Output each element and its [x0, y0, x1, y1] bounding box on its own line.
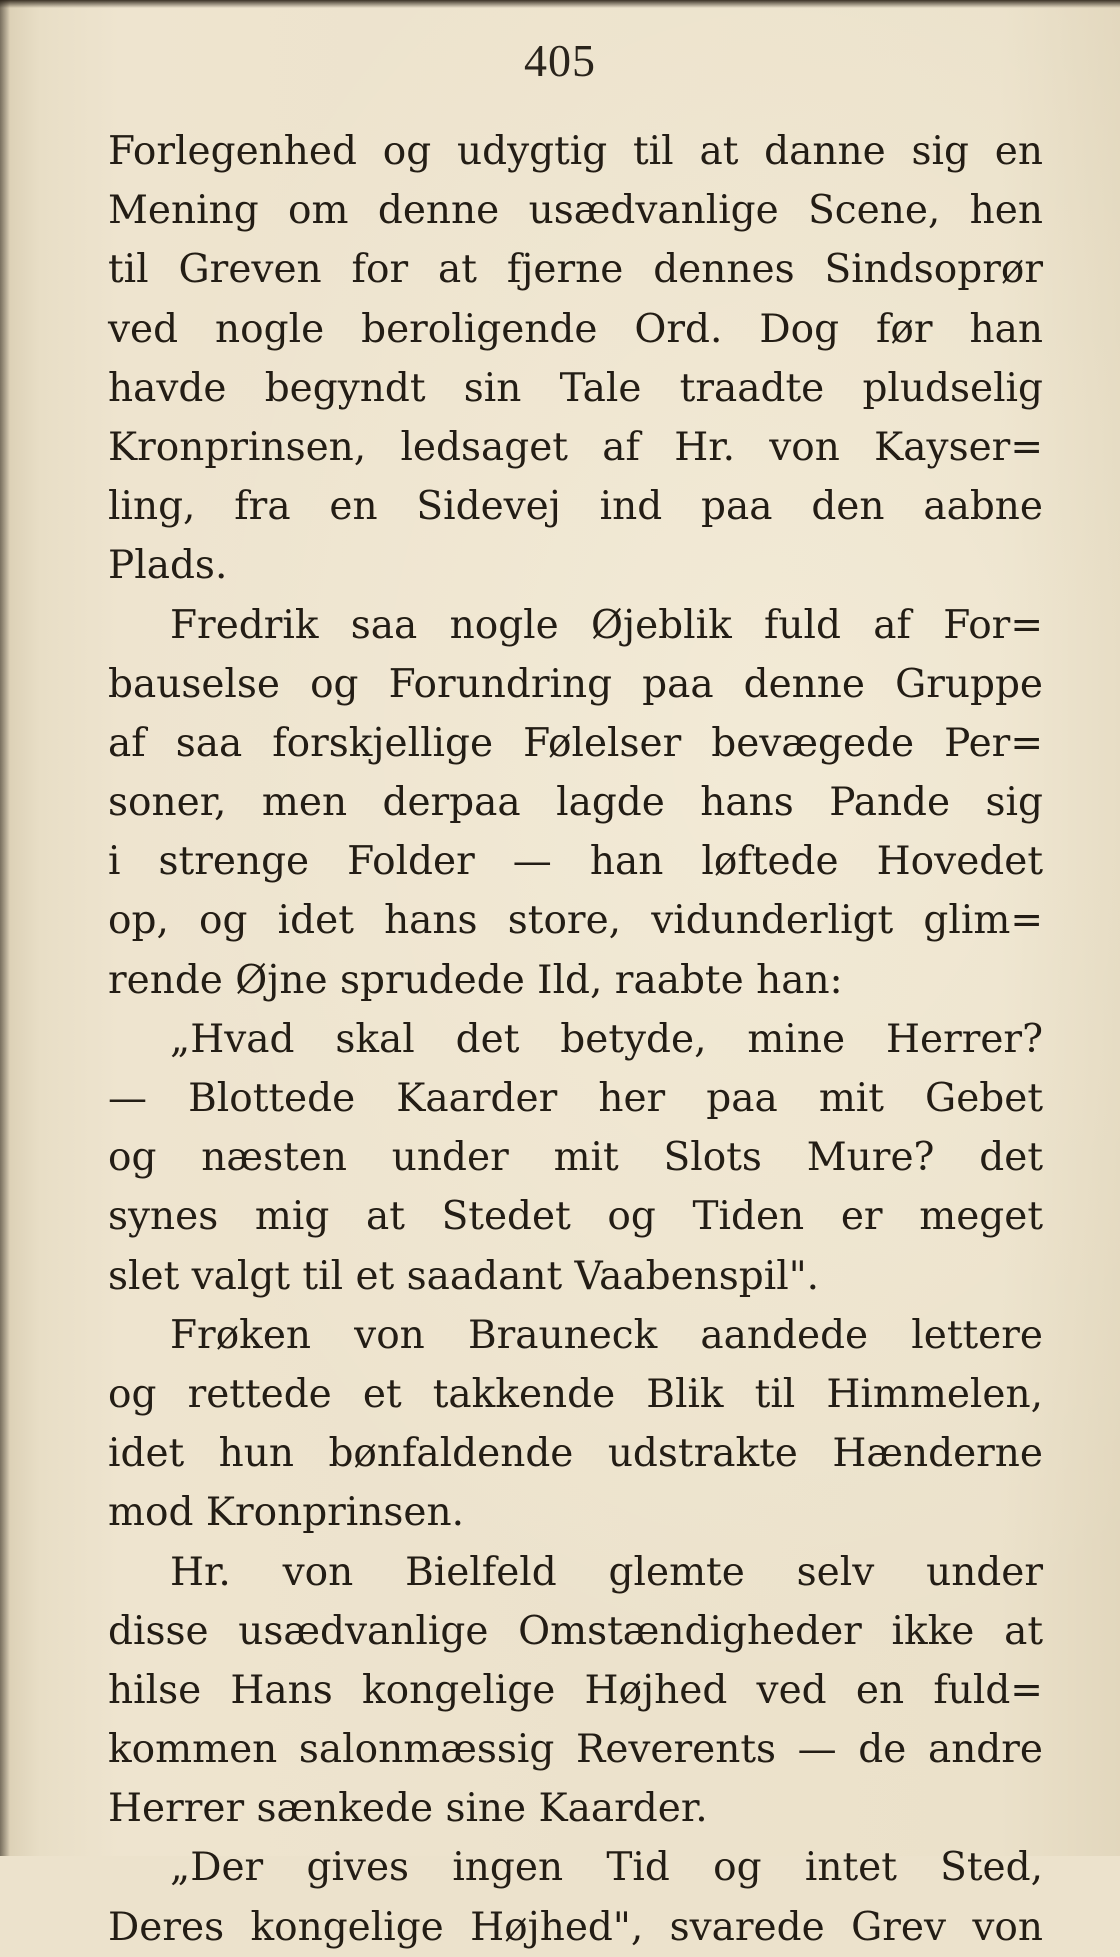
text-line: disse usædvanlige Omstændigheder ikke at: [108, 1608, 1043, 1654]
text-line: i strenge Folder — han løftede Hovedet: [108, 839, 1043, 885]
text-line: Herrer sænkede sine Kaarder.: [108, 1786, 708, 1832]
text-line: — Blottede Kaarder her paa mit Gebet: [108, 1076, 1043, 1121]
text-line: Deres kongelige Højhed", svarede Grev von: [108, 1904, 1043, 1950]
text-line: kommen salonmæssig Reverents — de andre: [108, 1727, 1043, 1773]
text-line: og rettede et takkende Blik til Himmelen,: [108, 1371, 1043, 1417]
text-line: Plads.: [108, 543, 228, 589]
text-line: „Der gives ingen Tid og intet Sted,: [170, 1845, 1043, 1891]
text-line: op, og idet hans store, vidunderligt glim=: [108, 898, 1043, 944]
text-line: mod Kronprinsen.: [108, 1490, 465, 1536]
text-line: „Hvad skal det betyde, mine Herrer?: [170, 1016, 1043, 1062]
text-line: ling, fra en Sidevej ind paa den aabne: [108, 484, 1043, 530]
page-top-shadow: [0, 0, 1120, 8]
text-line: Kronprinsen, ledsaget af Hr. von Kayser=: [108, 424, 1043, 470]
text-line: slet valgt til et saadant Vaabenspil".: [108, 1253, 820, 1299]
text-line: idet hun bønfaldende udstrakte Hænderne: [108, 1431, 1043, 1477]
text-line: af saa forskjellige Følelser bevægede Per=: [108, 720, 1043, 766]
text-line: Hr. von Bielfeld glemte selv under: [170, 1549, 1043, 1595]
text-line: rende Øjne sprudede Ild, raabte han:: [108, 957, 843, 1003]
page-number: 405: [524, 35, 596, 86]
text-line: hilse Hans kongelige Højhed ved en fuld=: [108, 1667, 1043, 1713]
text-line: Fredrik saa nogle Øjeblik fuld af For=: [170, 602, 1043, 648]
text-line: og næsten under mit Slots Mure? det: [108, 1135, 1043, 1181]
text-line: Mening om denne usædvanlige Scene, hen: [108, 188, 1043, 234]
text-line: Frøken von Brauneck aandede lettere: [170, 1312, 1043, 1358]
text-line: synes mig at Stedet og Tiden er meget: [108, 1194, 1043, 1240]
text-line: soner, men derpaa lagde hans Pande sig: [108, 780, 1043, 826]
text-line: bauselse og Forundring paa denne Gruppe: [108, 661, 1043, 707]
body-text: [108, 122, 1043, 1957]
text-line: havde begyndt sin Tale traadte pludselig: [108, 365, 1043, 411]
text-line: ved nogle beroligende Ord. Dog før han: [108, 306, 1043, 352]
page-binding-shadow: [0, 0, 10, 1856]
text-line: til Greven for at fjerne dennes Sindsoprør: [108, 247, 1043, 293]
text-line: Forlegenhed og udygtig til at danne sig en: [108, 129, 1043, 174]
